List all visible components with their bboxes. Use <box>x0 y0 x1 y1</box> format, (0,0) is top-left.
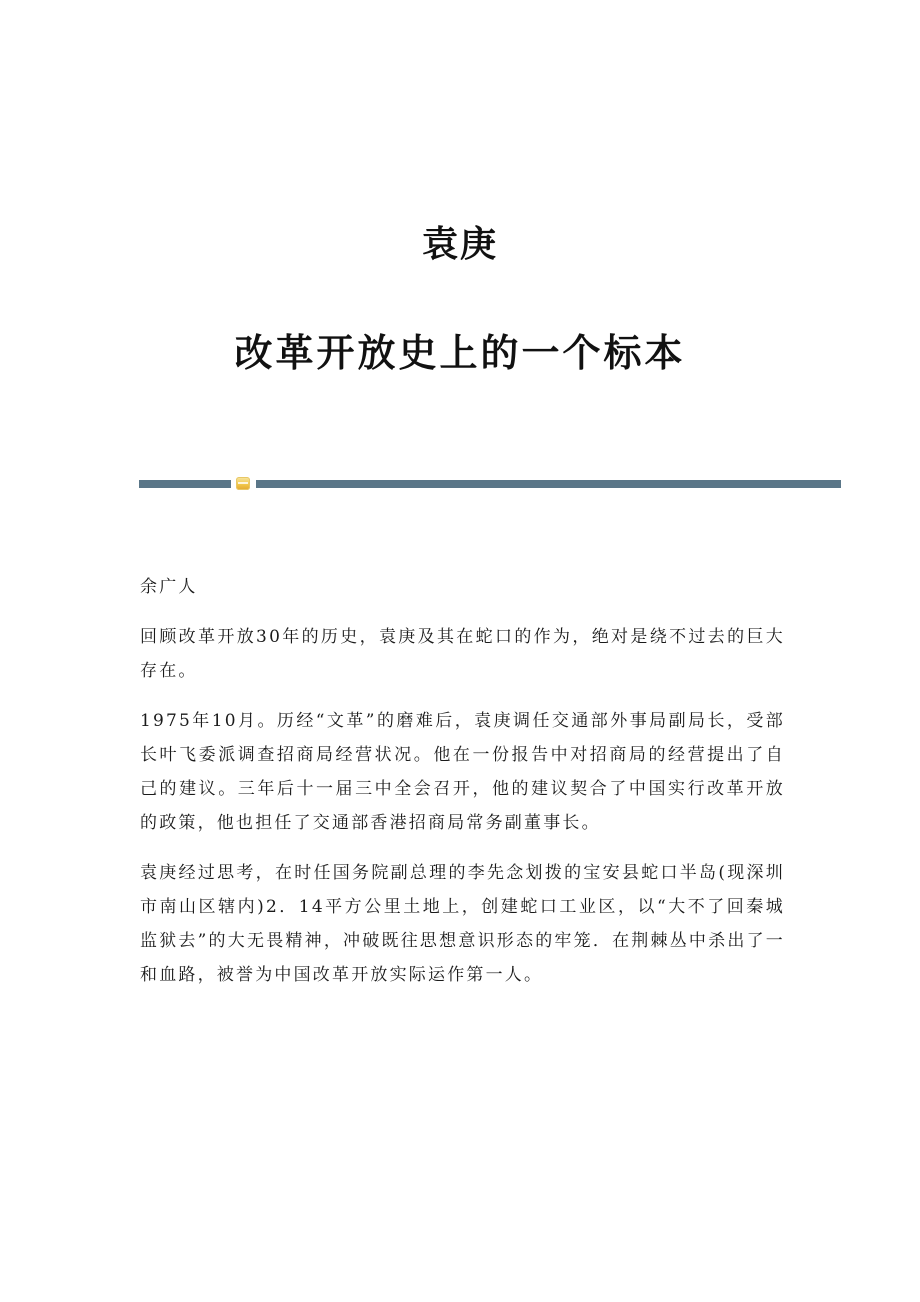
document-subtitle: 改革开放史上的一个标本 <box>234 331 686 375</box>
divider-ornament-icon <box>236 477 250 490</box>
body-paragraph: 回顾改革开放30年的历史，袁庚及其在蛇口的作为，绝对是绕不过去的巨大存在。 <box>140 627 785 681</box>
body-paragraph: 1975年10月。历经“文革”的磨难后，袁庚调任交通部外事局副局长，受部长叶飞委派调查招商局经营状况。他在一份报告中对招商局的经营提出了自己的建议。三年后十一届三中全会召开，他的建议契合了中国实行改革开放的政策，他也担任了交通部香港招商局常务副董事长。 <box>140 711 785 833</box>
title-divider <box>139 476 841 492</box>
document-title: 袁庚 <box>421 224 498 265</box>
author-name: 余广人 <box>140 577 198 597</box>
body-paragraph: 袁庚经过思考，在时任国务院副总理的李先念划拨的宝安县蛇口半岛(现深圳市南山区辖内)2．14平方公里土地上，创建蛇口工业区，以“大不了回秦城监狱去”的大无畏精神，冲破既往思想意识形态的牢笼．在荆棘丛中杀出了一和血路，被誉为中国改革开放实际运作第一人。 <box>140 863 785 985</box>
divider-bar-left <box>139 480 231 488</box>
document-body <box>140 570 785 1008</box>
divider-bar-right <box>256 480 841 488</box>
